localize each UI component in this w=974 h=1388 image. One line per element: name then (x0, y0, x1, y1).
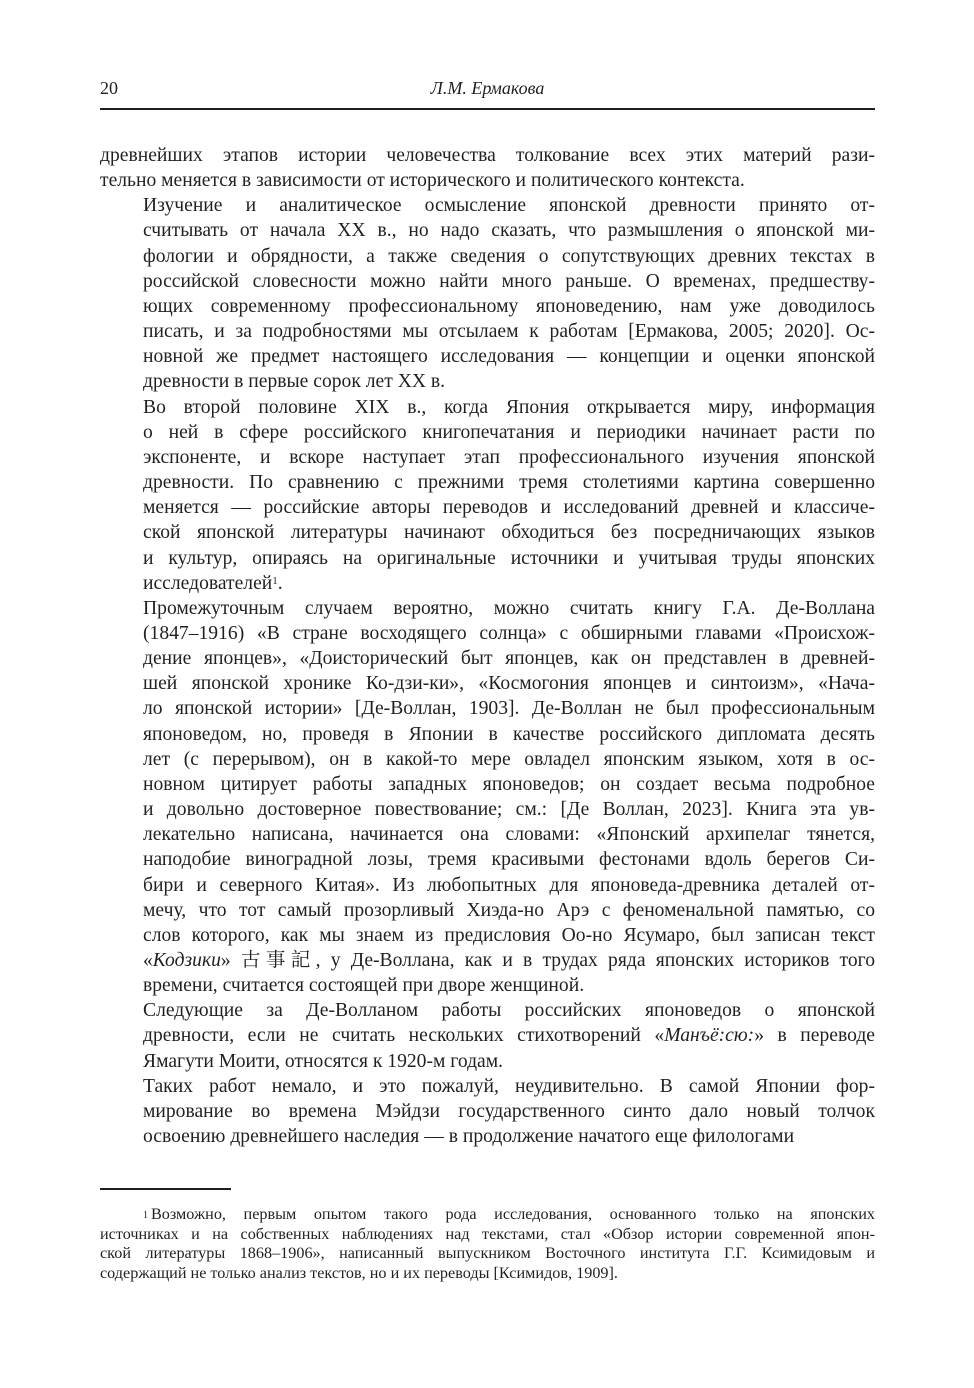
text-line: шей японской хронике Ко-дзи-ки», «Космогония японцев и синтоизм», «Нача- (143, 673, 875, 695)
text-line: древнейших этапов истории человечества толкование всех этих материй рази- (100, 145, 875, 166)
text-line: слов которого, как мы знаем из предисловия Оо-но Ясумаро, был записан текст (143, 924, 875, 946)
text-line: о ней в сфере российского книгопечатания и периодики начинает расти по (143, 421, 875, 443)
footnote-line (100, 1264, 875, 1284)
text-fragment: источниках и на собственных наблюдениях над текстами, стал «Обзор истории современной япон- (100, 1224, 875, 1243)
text-line: бири и северного Китая». Из любопытных для японоведа-древника деталей от- (143, 874, 875, 896)
text-line: Следующие за Де-Волланом работы российских японоведов о японской (143, 1000, 875, 1022)
text-fragment: содержащий не только анализ текстов, но и их переводы [Ксимидов, 1909]. (100, 1263, 618, 1282)
paragraph (100, 143, 875, 193)
footnote-reference: 1 (272, 574, 278, 587)
text-line: писать, и за подробностями мы отсылаем к работам [Ермакова, 2005; 2020]. Ос- (143, 321, 875, 343)
running-title-author: Л.М. Ермакова (430, 78, 545, 98)
text-line: наподобие виноградной лозы, тремя красивыми фестонами вдоль берегов Си- (143, 849, 875, 871)
text-fragment: . (277, 572, 283, 594)
text-fragment: древности, если не считать нескольких стихотворений « (143, 1025, 665, 1047)
text-line: Промежуточным случаем вероятно, можно считать книгу Г.А. Де-Воллана (143, 597, 875, 619)
text-line: Во второй половине XIX в., когда Япония открывается миру, информация (143, 396, 875, 418)
text-fragment: ской литературы 1868–1906», написанный выпускником Восточного института Г.Г. Ксимидовым и (100, 1244, 875, 1263)
text-line: тельно меняется в зависимости от исторического и политического контекста. (100, 170, 745, 192)
text-line: меняется — российские авторы переводов и исследований древней и классиче- (143, 497, 875, 519)
text-fragment: « (143, 950, 153, 971)
paragraph (100, 395, 875, 596)
text-line: фологии и обрядности, а также сведения о сопутствующих древних текстах в (143, 245, 875, 267)
paragraph (100, 193, 875, 394)
text-line: ской японской литературы начинают обходиться без посредничающих языков (143, 522, 875, 544)
footnote (100, 1205, 875, 1283)
text-line: освоению древнейшего наследия — в продолжение начатого еще филологами (143, 1126, 795, 1148)
text-fragment: » (220, 950, 231, 971)
text-line: лекательно написана, начинается она словами: «Японский архипелаг тянется, (143, 824, 875, 846)
text-line: российской словесности можно найти много раньше. О временах, предшеству- (143, 270, 875, 292)
text-line: ло японской истории» [Де-Воллан, 1903]. Де-Воллан не был профессиональным (143, 698, 875, 720)
text-line: Ямагути Моити, относятся к 1920-м годам. (143, 1050, 504, 1072)
text-line: считывать от начала XX в., но надо сказать, что размышления о японской ми- (143, 220, 875, 242)
text-fragment: Возможно, первым опытом такого рода исследования, основанного только на японских (151, 1205, 875, 1223)
text-line: дение японцев», «Доисторический быт японцев, как он представлен в древней- (143, 648, 875, 670)
footnote-line (100, 1244, 875, 1264)
text-line: новной же предмет настоящего исследования — концепции и оценки японской (143, 346, 875, 368)
italic-title: Кодзики (152, 950, 221, 971)
text-line: древности в первые сорок лет XX в. (143, 371, 446, 393)
text-line (100, 948, 875, 973)
text-fragment: » в переводе (754, 1025, 875, 1047)
footnote-line (100, 1205, 875, 1225)
footnotes (100, 1205, 875, 1283)
text-line: исследователей$^1$. (143, 572, 283, 594)
text-line: Таких работ немало, и это пожалуй, неудивительно. В самой Японии фор- (143, 1075, 875, 1097)
text-line (100, 1023, 875, 1048)
text-line: новном цитирует работы западных японоведов; он создает весьма подробное (143, 773, 875, 795)
running-head (100, 78, 875, 102)
body-text (100, 143, 875, 1149)
text-line: древности. По сравнению с прежними тремя столетиями картина совершенно (143, 472, 875, 494)
text-line: и культур, опираясь на оригинальные источники и учитывая труды японских (143, 547, 875, 569)
kanji-title: 古事記 (230, 950, 316, 971)
paragraph (100, 1074, 875, 1149)
text-line: экспоненте, и вскоре наступает этап профессионального изучения японской (143, 446, 875, 468)
italic-title: Манъё:сю: (664, 1025, 755, 1047)
paragraph (100, 596, 875, 999)
text-line: японоведом, но, проведя в Японии в качестве российского дипломата десять (143, 723, 875, 745)
page-number: 20 (100, 78, 118, 98)
text-line: (1847–1916) «В стране восходящего солнца» с обширными главами «Происхож- (143, 622, 875, 644)
text-line: и довольно достоверное повествование; см.: [Де Воллан, 2023]. Книга эта ув- (143, 799, 875, 821)
footnote-separator (100, 1188, 231, 1190)
text-line: Изучение и аналитическое осмысление японской древности принято от- (143, 195, 875, 217)
text-line: времени, считается состоящей при дворе женщиной. (143, 975, 585, 997)
text-line: ющих современному профессиональному японоведению, нам уже доводилось (143, 295, 875, 317)
footnote-line (100, 1225, 875, 1245)
text-line: лет (с перерывом), он в какой-то мере овладел японским языком, хотя в ос- (143, 748, 875, 770)
paragraph (100, 998, 875, 1073)
text-line: мечу, что тот самый прозорливый Хиэда-но Арэ с феноменальной памятью, со (143, 899, 875, 921)
header-rule (100, 108, 875, 110)
text-line: мирование во времена Мэйдзи государственного синто дало новый толчок (143, 1100, 875, 1122)
footnote-mark: 1 (143, 1210, 148, 1221)
text-fragment: , у Де-Воллана, как и в трудах ряда японских историков того (315, 950, 875, 971)
